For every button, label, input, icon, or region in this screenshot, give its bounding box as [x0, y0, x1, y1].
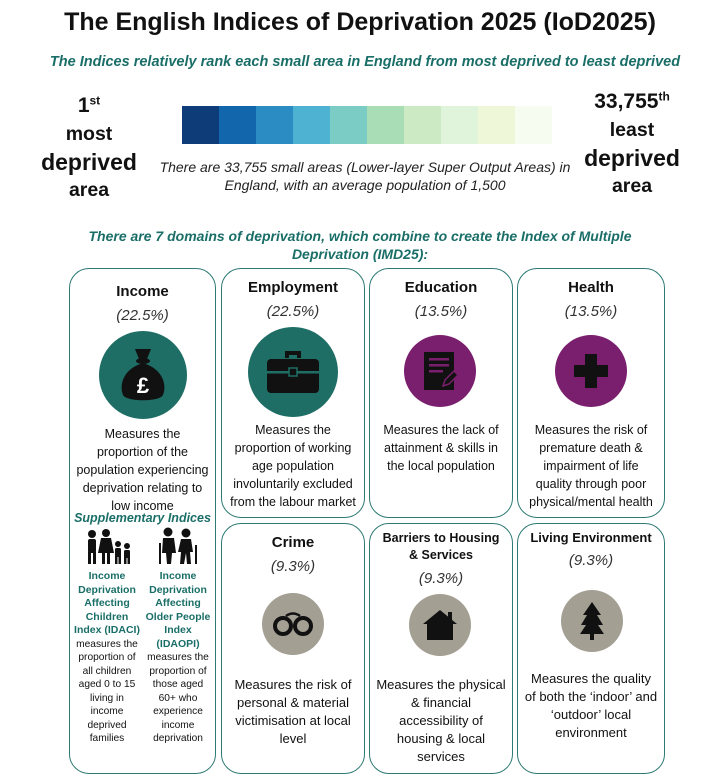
document-pen-icon [404, 335, 476, 407]
rank-right-line4: area [611, 175, 653, 197]
domain-weight: (9.3%) [568, 552, 614, 569]
scale-swatch-8 [441, 106, 478, 144]
rank-left-suffix: st [89, 93, 101, 108]
domain-name: Living Environment [530, 530, 652, 545]
scale-swatch-9 [478, 106, 515, 144]
page-title: The English Indices of Deprivation 2025 (IoD2025) [64, 8, 656, 36]
domain-description: Measures the quality of both the ‘indoor’ and ‘outdoor’ local environment [524, 671, 658, 740]
tree-icon [561, 590, 623, 652]
domain-description: Measures the risk of premature death & impairment of life quality through poor physical/mental health [529, 423, 653, 509]
money-bag-icon [99, 331, 187, 419]
rank-right-number: 33,755 [594, 90, 659, 113]
briefcase-icon [248, 327, 338, 417]
idaci-description: measures the proportion of all children aged 0 to 15 living in income deprived families [76, 638, 138, 744]
idaci-name: Income Deprivation Affecting Children Index (IDACI) [74, 570, 140, 636]
rank-right-line2: least [609, 119, 655, 141]
rank-least-deprived [572, 88, 692, 200]
domain-card-barriers [369, 523, 513, 774]
rank-left-line4: area [68, 179, 110, 201]
rank-most-deprived [34, 92, 144, 204]
supplementary-idaci [73, 529, 141, 746]
scale-swatch-1 [182, 106, 219, 144]
rank-right-suffix: th [658, 89, 670, 104]
domain-description: Measures the proportion of working age population involuntarily excluded from the labour market [230, 423, 356, 509]
domain-name: Income [116, 283, 169, 300]
domain-description: Measures the proportion of the population experiencing deprivation relating to low income [76, 427, 209, 513]
rank-left-line3: deprived [41, 149, 137, 175]
supplementary-idaopi [143, 527, 213, 746]
health-cross-icon [555, 335, 627, 407]
colour-scale [182, 106, 552, 144]
rank-left-line2: most [65, 123, 113, 145]
areas-note: There are 33,755 small areas (Lower-layer Super Output Areas) in England, with an average population of 1,500 [159, 159, 571, 193]
scale-swatch-2 [219, 106, 256, 144]
domain-weight: (13.5%) [414, 303, 468, 320]
domain-name: Health [568, 279, 614, 296]
handcuffs-icon [262, 593, 324, 655]
idaopi-name: Income Deprivation Affecting Older People Index (IDAOPI) [145, 570, 211, 650]
domain-name: Crime [271, 534, 315, 551]
domain-name: Employment [247, 279, 338, 296]
rank-left-number: 1 [77, 94, 90, 117]
older-people-icon [156, 527, 200, 565]
domain-card-crime [221, 523, 365, 774]
supplementary-title: Supplementary Indices [74, 511, 211, 525]
svg-text:£: £ [136, 373, 150, 398]
domain-name: Education [404, 279, 478, 296]
domain-name: Barriers to Housing & Services [382, 531, 500, 562]
domain-card-education [369, 268, 513, 518]
rank-right-line3: deprived [584, 145, 680, 171]
domain-card-income [69, 268, 216, 774]
subtitle: The Indices relatively rank each small area in England from most deprived to least deprived [49, 54, 681, 70]
domain-card-living [517, 523, 665, 774]
domain-weight: (9.3%) [418, 570, 464, 587]
scale-swatch-10 [515, 106, 552, 144]
domains-heading: There are 7 domains of deprivation, which combine to create the Index of Multiple Deprivation (IMD25): [88, 228, 632, 262]
domain-weight: (13.5%) [564, 303, 618, 320]
scale-swatch-4 [293, 106, 330, 144]
domain-description: Measures the physical & financial accessibility of housing & local services [376, 677, 506, 764]
domain-weight: (9.3%) [270, 558, 316, 575]
scale-swatch-6 [367, 106, 404, 144]
domain-weight: (22.5%) [116, 307, 169, 324]
domain-description: Measures the lack of attainment & skills in the local population [383, 423, 499, 473]
scale-swatch-5 [330, 106, 367, 144]
scale-swatch-3 [256, 106, 293, 144]
domain-description: Measures the risk of personal & material victimisation at local level [234, 677, 352, 746]
family-icon [82, 529, 132, 565]
house-icon [409, 594, 471, 656]
domain-card-health [517, 268, 665, 518]
domain-card-employment [221, 268, 365, 518]
idaopi-description: measures the proportion of those aged 60+ who experience income deprivation [147, 652, 209, 744]
scale-swatch-7 [404, 106, 441, 144]
domain-weight: (22.5%) [266, 303, 320, 320]
